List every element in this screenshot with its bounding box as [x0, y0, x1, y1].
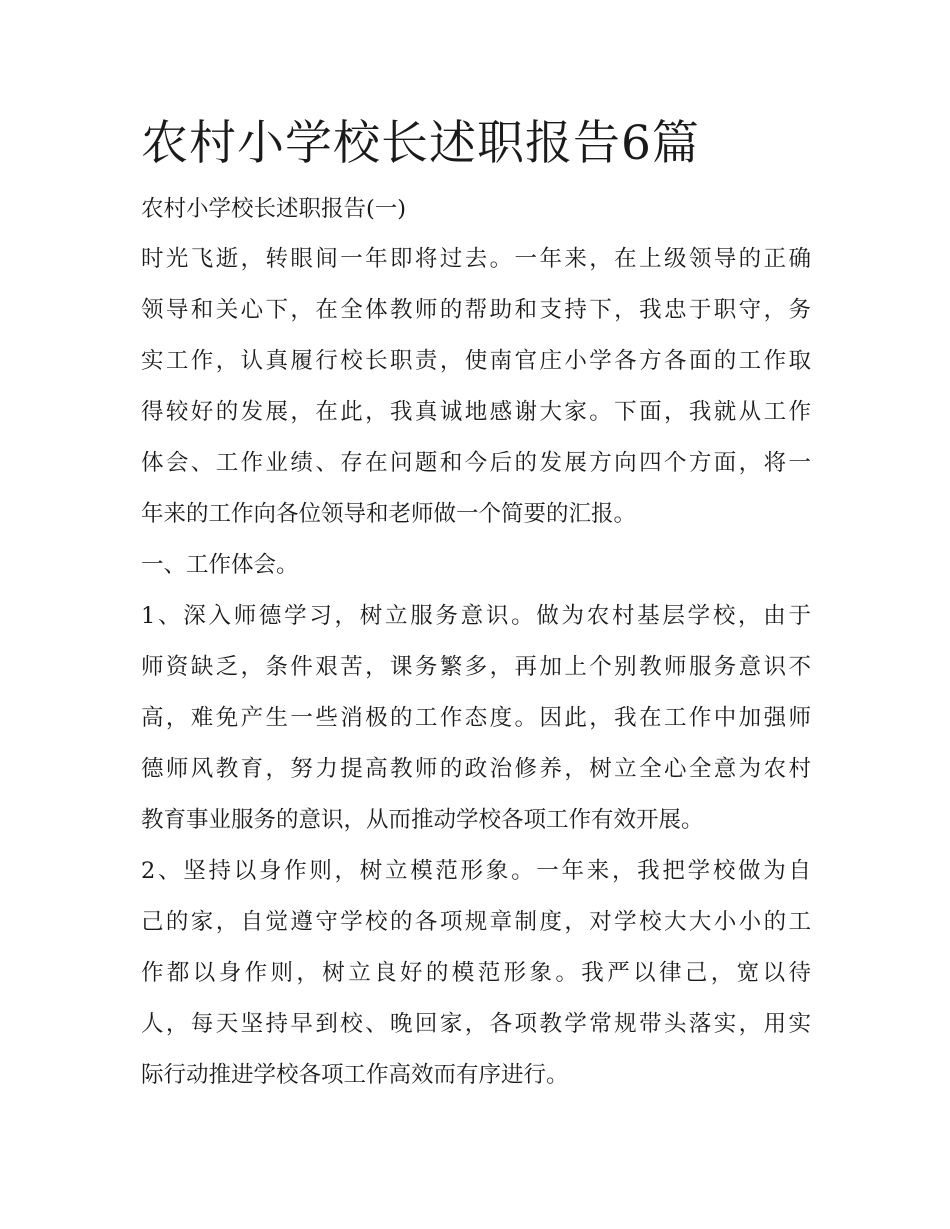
text-line: 德师风教育，努力提高教师的政治修养，树立全心全意为农村: [141, 756, 811, 782]
text-line: 领导和关心下，在全体教师的帮助和支持下，我忠于职守，务: [141, 297, 811, 323]
text-line: 作都以身作则，树立良好的模范形象。我严以律己，宽以待: [141, 960, 811, 986]
section-heading: [141, 540, 811, 591]
text-line: 己的家，自觉遵守学校的各项规章制度，对学校大大小小的工: [141, 909, 811, 935]
text-line: 高，难免产生一些消极的工作态度。因此，我在工作中加强师: [141, 705, 811, 731]
text-line: 1、深入师德学习，树立服务意识。做为农村基层学校，由于: [141, 603, 811, 629]
text-line: 实工作，认真履行校长职责，使南官庄小学各方各面的工作取: [141, 348, 811, 374]
text-line: 一、工作体会。: [141, 552, 299, 578]
text-line: 人，每天坚持早到校、晚回家，各项教学常规带头落实，用实: [141, 1011, 811, 1037]
text-line: 体会、工作业绩、存在问题和今后的发展方向四个方面，将一: [141, 450, 811, 476]
text-line: 际行动推进学校各项工作高效而有序进行。: [141, 1062, 569, 1088]
paragraph-point-2: [141, 846, 811, 1101]
text-line: 得较好的发展，在此，我真诚地感谢大家。下面，我就从工作: [141, 399, 811, 425]
text-line: 师资缺乏，条件艰苦，课务繁多，再加上个别教师服务意识不: [141, 654, 811, 680]
section-subtitle: 农村小学校长述职报告(一): [141, 196, 407, 222]
text-line: 2、坚持以身作则，树立模范形象。一年来，我把学校做为自: [141, 858, 811, 884]
document-title: 农村小学校长述职报告6篇: [141, 116, 700, 171]
text-line: 时光飞逝，转眼间一年即将过去。一年来，在上级领导的正确: [141, 246, 811, 272]
paragraph-intro: [141, 234, 811, 540]
text-line: 教育事业服务的意识，从而推动学校各项工作有效开展。: [141, 807, 704, 833]
paragraph-point-1: [141, 591, 811, 846]
document-page: [141, 112, 811, 1101]
text-line: 年来的工作向各位领导和老师做一个简要的汇报。: [141, 501, 637, 527]
